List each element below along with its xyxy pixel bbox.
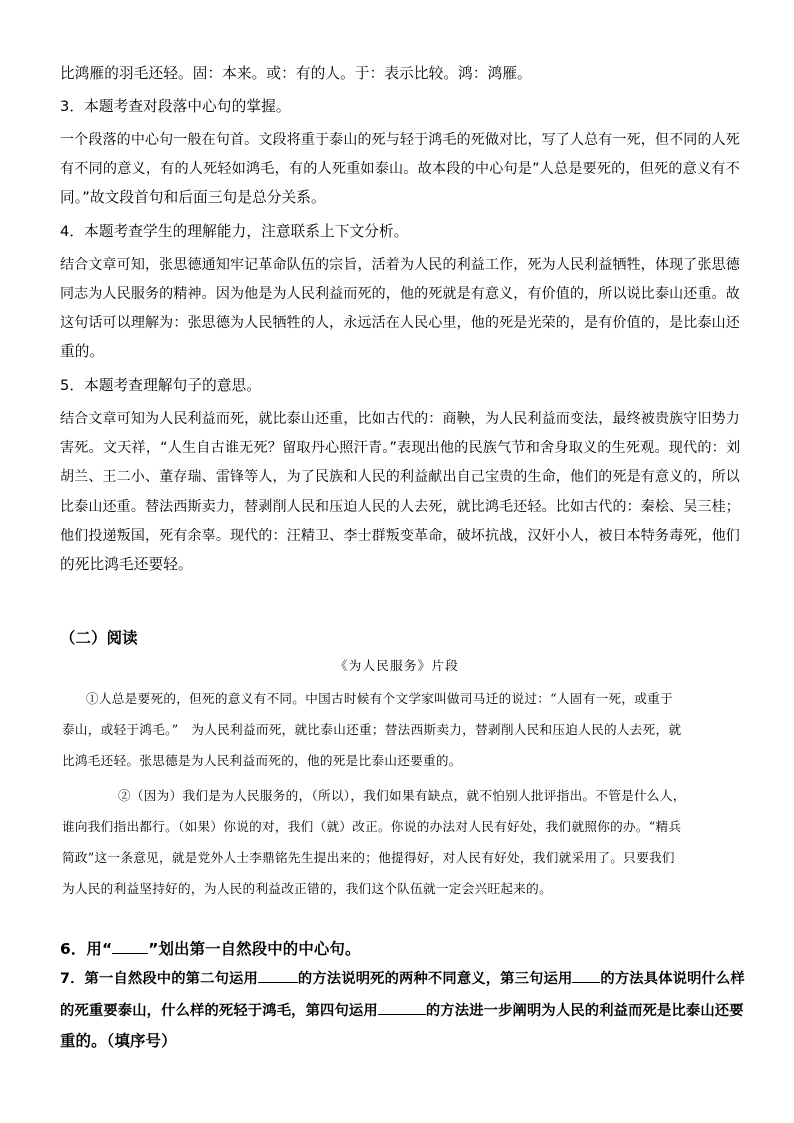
analysis-line-13: 害死。文天祥，“人生自古谁无死？留取丹心照汗青。”表现出他的民族气节和舍身取义的生死观。现代的：刘 [60,440,741,456]
reading-para2-line-4: 为人民的利益坚持好的，为人民的利益改正错的，我们这个队伍就一定会兴旺起来的。 [62,881,552,896]
analysis-line-7: 结合文章可知，张思德通知牢记革命队伍的宗旨，活着为人民的利益工作，死为人民利益牺牲，体现了张思德 [60,257,740,273]
question-7-line-3: 重的。（填序号） [60,1032,177,1050]
reading-para2-line-2: 谁向我们指出都行。（如果）你说的对，我们（就）改正。你说的办法对人民有好处，我们就照你的办。“精兵 [62,819,682,834]
question-6-prefix: 6．用“ [60,940,113,958]
analysis-line-3: 一个段落的中心句一般在句首。文段将重于泰山的死与轻于鸿毛的死做对比，写了人总有一死，但不同的人死 [60,132,740,148]
question-7-part-3: 的方法具体说明什么样 [600,971,745,987]
reading-para1-line-3: 比鸿毛还轻。张思德是为人民利益而死的，他的死是比泰山还要重的。 [62,753,462,768]
reading-para1-line-2: 泰山，或轻于鸿毛。” 为人民利益而死，就比泰山还重；替法西斯卖力，替剥削人民和压迫人民的人去死，就 [62,722,682,737]
analysis-line-14: 胡兰、王二小、董存瑞、雷锋等人，为了民族和人民的利益献出自己宝贵的生命，他们的死是有意义的，所以 [60,469,740,485]
analysis-line-12: 结合文章可知为人民利益而死，就比泰山还重，比如古代的：商鞅，为人民利益而变法，最终被贵族守旧势力 [60,411,740,427]
analysis-line-2: 3．本题考查对段落中心句的掌握。 [60,98,291,115]
reading-para2-line-1: ②（因为）我们是为人民服务的，（所以），我们如果有缺点，就不怕别人批评指出。不管是什么人， [118,788,686,803]
question-7-blank-2[interactable] [572,968,600,983]
analysis-line-8: 同志为人民服务的精神。因为他是为人民利益而死的，他的死就是有意义，有价值的，所以说比泰山还重。故 [60,286,740,302]
question-7-line-2a: 的死重要泰山，什么样的死轻于鸿毛，第四句运用 [60,1003,378,1019]
question-7-blank-3[interactable] [378,1000,426,1015]
analysis-line-6: 4．本题考查学生的理解能力，注意联系上下文分析。 [60,223,409,240]
question-7-part-1: 7．第一自然段中的第二句运用 [60,971,258,987]
analysis-line-10: 重的。 [60,343,105,360]
analysis-line-15: 比泰山还重。替法西斯卖力，替剥削人民和压迫人民的人去死，就比鸿毛还轻。比如古代的：秦桧、吴三桂； [60,499,740,515]
analysis-line-11: 5．本题考查理解句子的意思。 [60,377,262,394]
question-6-suffix: ”划出第一自然段中的中心句。 [148,940,361,958]
analysis-line-1: 比鸿雁的羽毛还轻。固：本来。或：有的人。于：表示比较。鸿：鸿雁。 [60,65,532,82]
reading-heading: （二）阅读 [60,629,138,647]
question-7-line-2b: 的方法进一步阐明为人民的利益而死是比泰山还要 [425,1003,744,1019]
reading-title: 《为人民服务》片段 [334,658,460,673]
question-7-blank-1[interactable] [258,968,298,983]
analysis-line-9: 这句话可以理解为：张思德为人民牺牲的人，永远活在人民心里，他的死是光荣的，是有价值的，是比泰山还 [60,315,740,331]
reading-para2-line-3: 简政”这一条意见，就是党外人士李鼎铭先生提出来的；他提得好，对人民有好处，我们就采用了。只要我们 [62,850,675,865]
analysis-line-17: 的死比鸿毛还要轻。 [60,556,193,573]
analysis-line-16: 他们投递叛国，死有余辜。现代的：汪精卫、李士群叛变革命，破坏抗战，汉奸小人，被日本特务毒死，他们 [60,528,740,544]
question-6-blank[interactable] [112,939,148,954]
question-7-line-2 [60,1000,744,1021]
question-7-part-2: 的方法说明死的两种不同意义，第三句运用 [297,971,573,987]
question-6 [60,939,361,959]
analysis-line-5: 同。”故文段首句和后面三句是总分关系。 [60,189,326,206]
question-7-line-1 [60,968,745,989]
analysis-line-4: 有不同的意义，有的人死轻如鸿毛，有的人死重如泰山。故本段的中心句是”人总是要死的，但死的意义有不 [60,161,740,177]
reading-para1-line-1: ①人总是要死的，但死的意义有不同。中国古时候有个文学家叫做司马迁的说过：“人固有一死，或重于 [86,691,673,706]
